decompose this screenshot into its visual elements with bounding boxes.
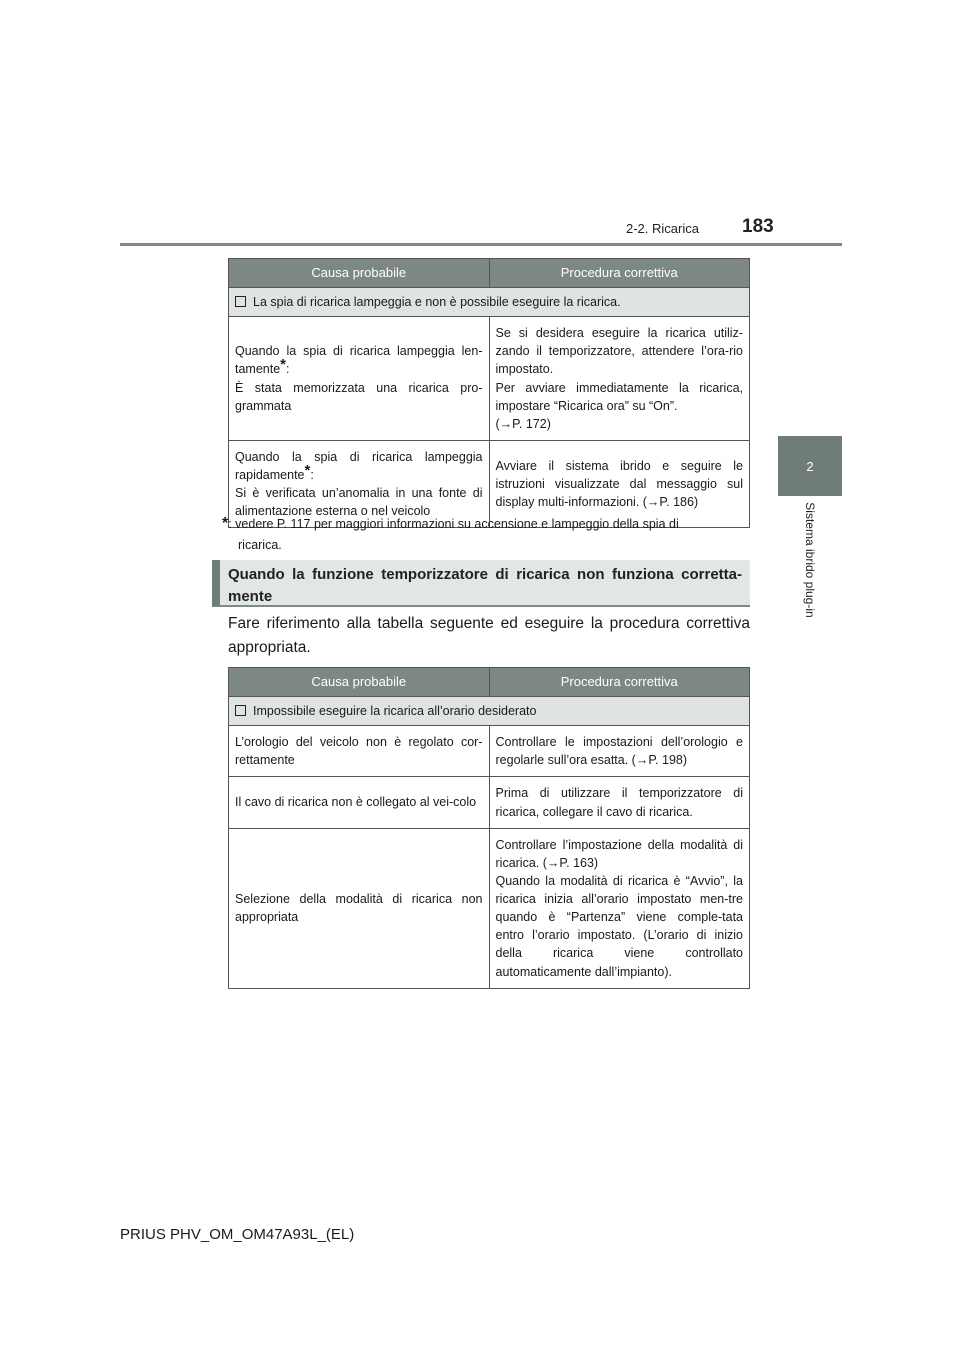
procedure-line: Controllare le impostazioni dell’orologio e regolarle sull’ora esatta. (→P. 198): [495, 735, 743, 768]
table-row: [229, 777, 750, 828]
chapter-tab-number: 2: [806, 458, 814, 474]
cause-cell: Selezione della modalità di ricarica non appropriata: [229, 828, 490, 988]
chapter-tab: [778, 436, 842, 496]
cause-colon: :: [310, 468, 314, 482]
footnote: [222, 512, 750, 555]
footnote-asterisk: *: [222, 515, 229, 532]
cause-detail: Si è verificata un’anomalia in una fonte di alimentazione esterna o nel veicolo: [235, 486, 483, 519]
cause-colon: :: [286, 362, 290, 377]
table-category-row: [229, 288, 750, 317]
intro-paragraph: Fare riferimento alla tabella seguente ed eseguire la procedura correttiva appropriata.: [228, 615, 750, 657]
procedure-cell: [489, 317, 750, 441]
category-label: La spia di ricarica lampeggia e non è possibile eseguire la ricarica.: [253, 295, 621, 309]
procedure-line: Per avviare immediatamente la ricarica, impostare “Ricarica ora” su “On”.: [495, 380, 743, 413]
procedure-line: Quando la modalità di ricarica è “Avvio”, la ricarica inizia all’orario impostato men-tre quando è “Partenza” viene comple-tata entro l’orario impostato. (L’orario di inizio della ricarica viene controllato automaticamente dall’impianto).: [495, 873, 743, 979]
footnote-text-continued: ricarica.: [238, 538, 282, 552]
cause-cell: Il cavo di ricarica non è collegato al vei-colo: [229, 777, 490, 828]
procedure-cell: [489, 726, 750, 777]
category-label: Impossibile eseguire la ricarica all’orario desiderato: [253, 704, 537, 718]
table-category-row: [229, 697, 750, 726]
document-code-footer: PRIUS PHV_OM_OM47A93L_(EL): [120, 1226, 355, 1243]
procedure-line: Controllare l’impostazione della modalità di ricarica. (→P. 163): [495, 837, 743, 870]
cause-cell: [229, 317, 490, 441]
page-reference: (→P. 172): [495, 416, 551, 431]
footnote-text: : vedere P. 117 per maggiori informazioni su accensione e lampeggio della spia di: [228, 517, 679, 531]
table-header-row: [229, 668, 750, 697]
procedure-line: Se si desidera eseguire la ricarica utiliz-zando il temporizzatore, attendere l’ora-rio impostato.: [495, 326, 743, 377]
checkbox-bullet-icon: [235, 296, 246, 307]
page-number: 183: [742, 216, 774, 237]
procedure-line: Prima di utilizzare il temporizzatore di ricarica, collegare il cavo di ricarica.: [495, 786, 743, 819]
checkbox-bullet-icon: [235, 705, 246, 716]
table-row: [229, 828, 750, 988]
column-header-procedure: Procedura correttiva: [489, 668, 750, 697]
procedure-cell: [489, 828, 750, 988]
troubleshooting-table-charge-indicator: [228, 258, 750, 528]
table-header-row: [229, 259, 750, 288]
chapter-tab-label: Sistema ibrido plug-in: [803, 502, 817, 618]
column-header-cause: Causa probabile: [229, 259, 490, 288]
section-heading: Quando la funzione temporizzatore di ricarica non funziona corretta-mente: [212, 560, 750, 607]
asterisk-mark: *: [280, 356, 287, 374]
column-header-procedure: Procedura correttiva: [489, 259, 750, 288]
cause-text: Quando la spia di ricarica lampeggia len-tamente: [235, 344, 483, 377]
cause-text: Quando la spia di ricarica lampeggia rapidamente: [235, 449, 483, 482]
header-divider: [120, 243, 842, 246]
header-section-title: 2-2. Ricarica: [626, 221, 699, 236]
cause-detail: È stata memorizzata una ricarica pro-grammata: [235, 380, 483, 413]
table-row: [229, 726, 750, 777]
cause-cell: L’orologio del veicolo non è regolato cor-rettamente: [229, 726, 490, 777]
table-row: [229, 317, 750, 441]
procedure-cell: [489, 777, 750, 828]
column-header-cause: Causa probabile: [229, 668, 490, 697]
procedure-line: Avviare il sistema ibrido e seguire le istruzioni visualizzate dal messaggio sul display multi-informazioni. (→P. 186): [495, 458, 743, 510]
asterisk-mark: *: [304, 462, 311, 479]
troubleshooting-table-timer: [228, 667, 750, 989]
